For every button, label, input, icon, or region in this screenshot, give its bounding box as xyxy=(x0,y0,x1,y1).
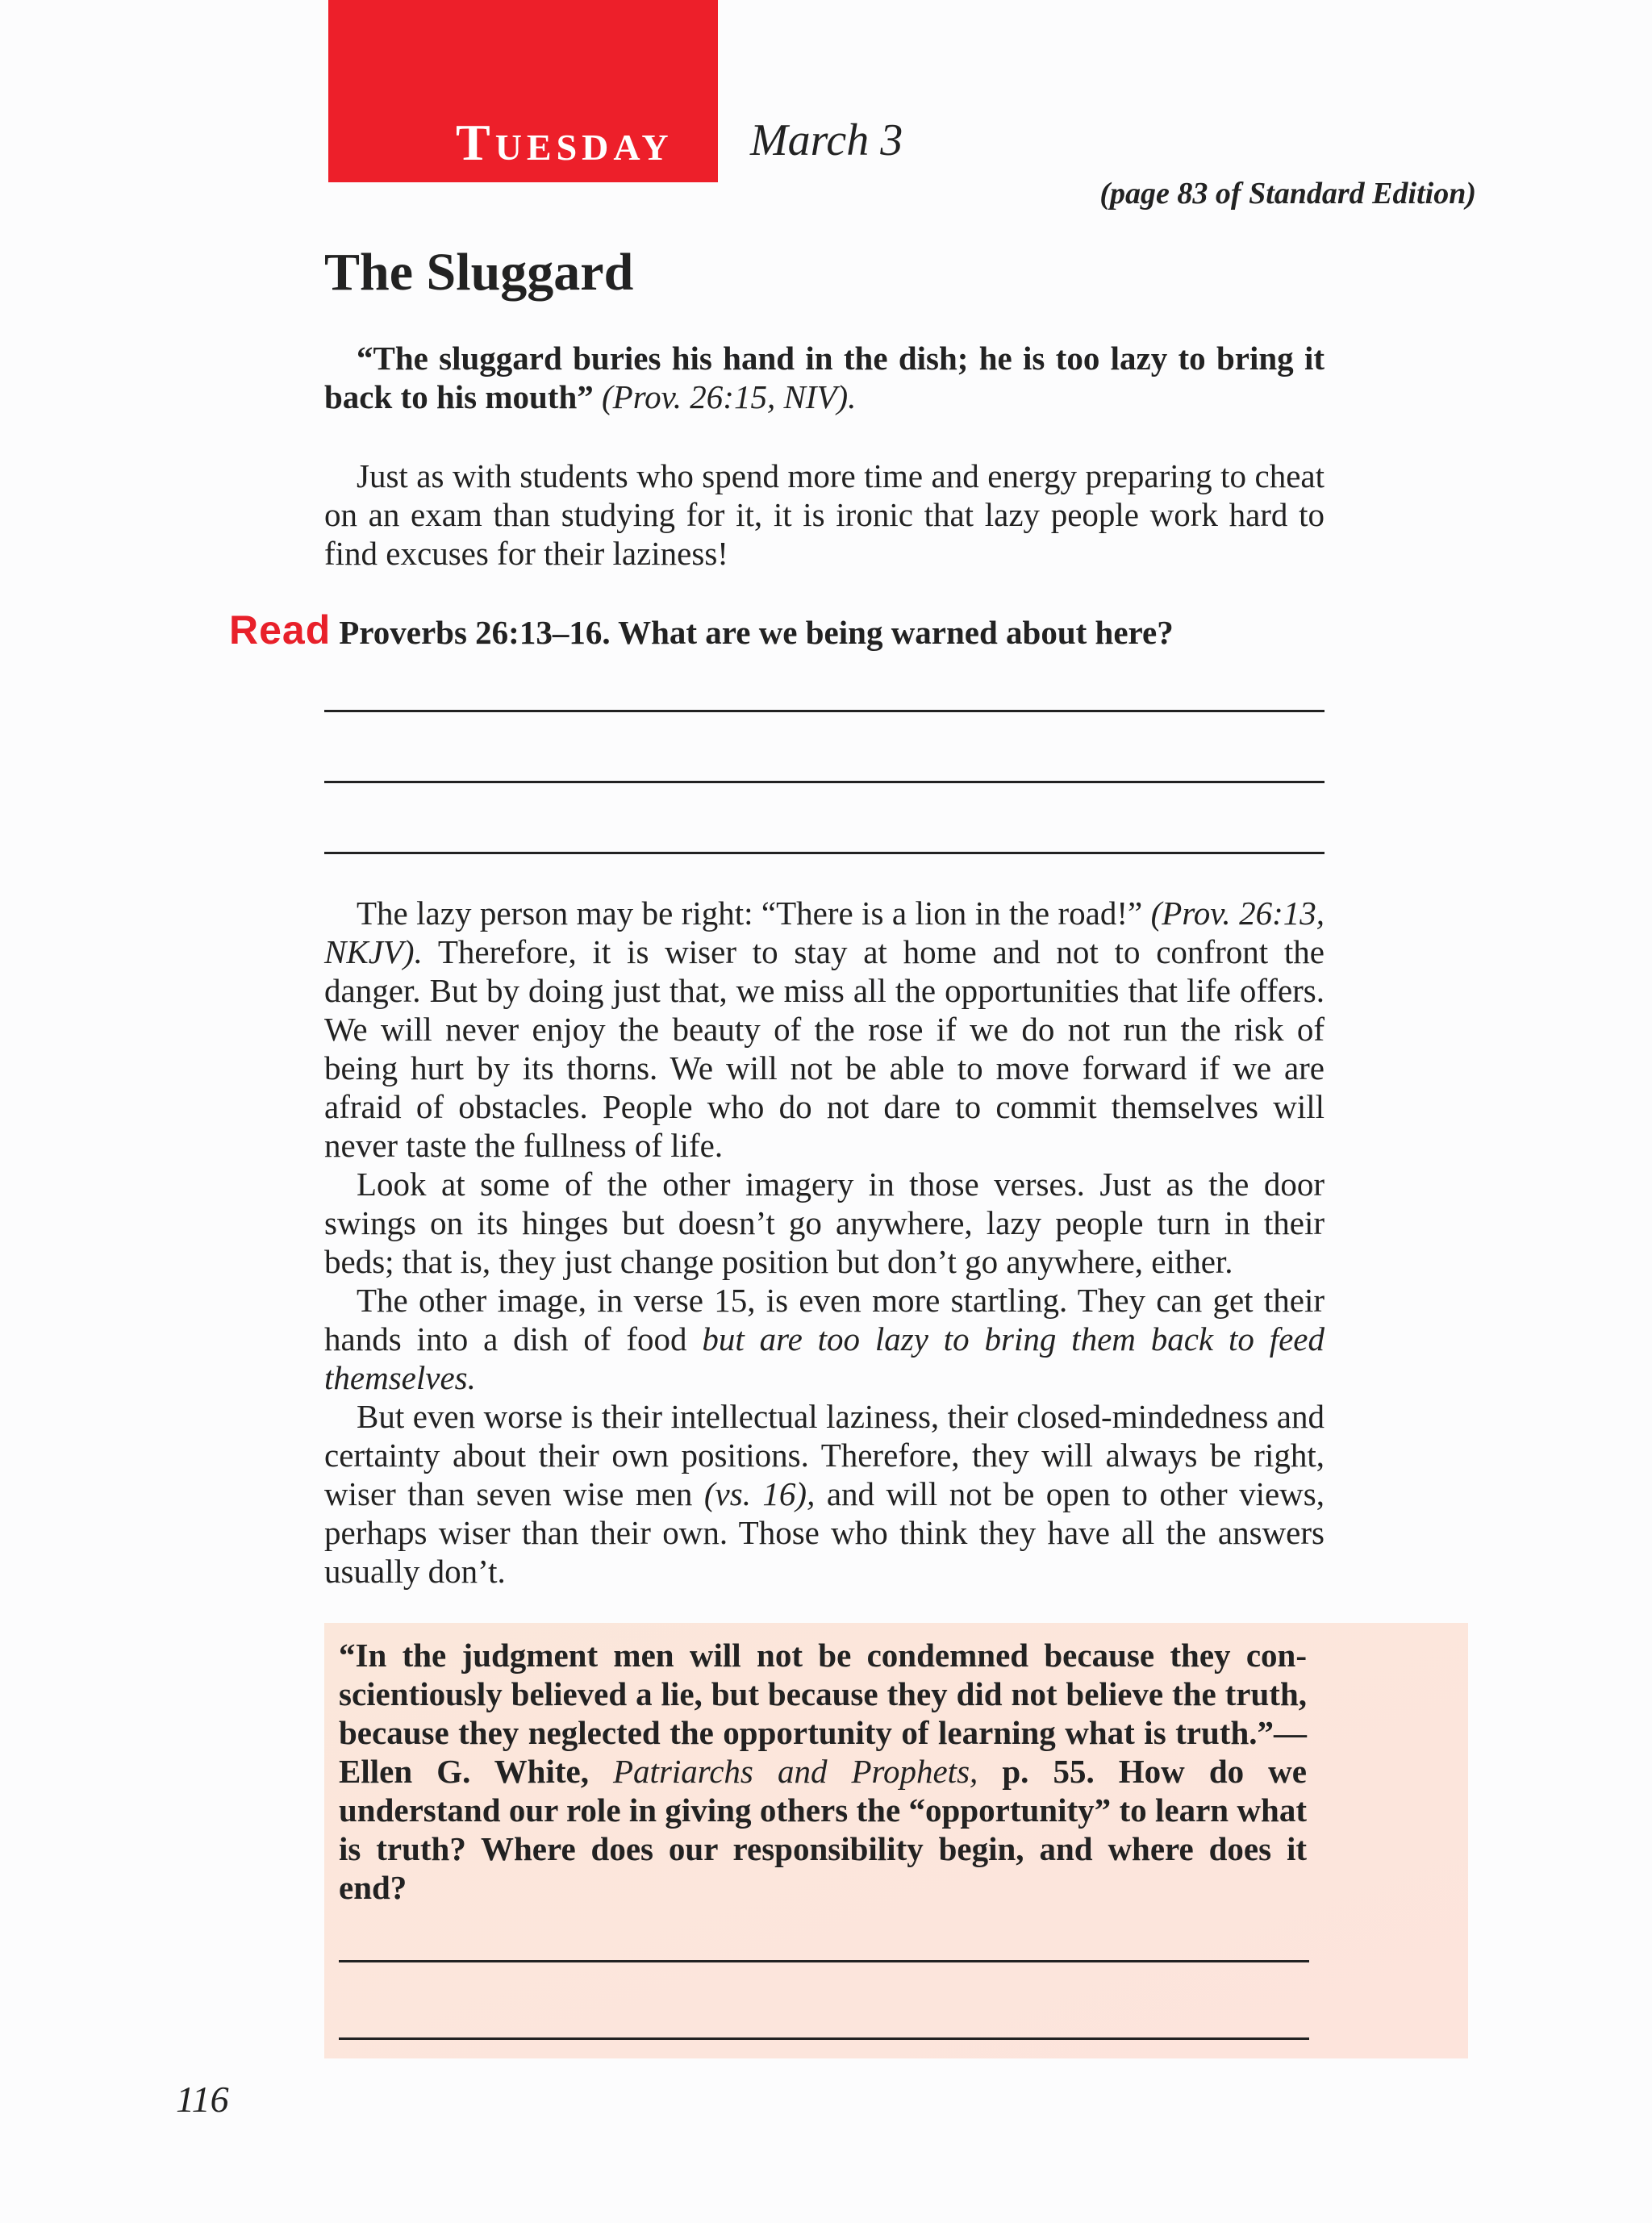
body-paragraph-2: Look at some of the other imagery in those verses. Just as the door swings on its hinges but doesn’t go anywhere, lazy people turn in their beds; that is, they just change position but don’t go anywhere, either. xyxy=(324,1166,1325,1280)
memory-verse-reference: (Prov. 26:15, NIV). xyxy=(602,378,857,415)
lesson-date: March 3 xyxy=(750,115,903,165)
body-p4-reference: (vs. 16), xyxy=(703,1475,816,1512)
discussion-answer-line-1[interactable] xyxy=(339,1960,1309,1962)
day-label xyxy=(456,113,674,173)
answer-line-1[interactable] xyxy=(324,710,1325,712)
lesson-title: The Sluggard xyxy=(324,243,634,302)
lesson-body xyxy=(324,894,1325,1591)
body-paragraph-4 xyxy=(324,1397,1325,1591)
quote-book-title: Patriarchs and Prophets, xyxy=(613,1753,978,1790)
read-question: Proverbs 26:13–16. What are we being warned about here? xyxy=(339,614,1174,651)
read-prompt xyxy=(229,607,1174,653)
memory-verse-text: “The sluggard buries his hand in the dish; he is too lazy to bring it back to his mouth” xyxy=(324,340,1325,415)
quote-text-b: p. 55. How do we understand our role in giving others the “opportunity” to learn what is truth? Where does our responsibility begin, and where does it end? xyxy=(339,1753,1307,1906)
day-label-rest: UESDAY xyxy=(494,127,674,168)
discussion-quote xyxy=(339,1636,1307,1907)
day-label-initial: T xyxy=(456,114,495,171)
body-p1-reference: (Prov. 26:13, NKJV). xyxy=(324,895,1325,970)
read-label: Read xyxy=(229,607,332,653)
edition-note: (page 83 of Standard Edition) xyxy=(1099,177,1476,211)
body-p1-text-b: Therefore, it is wiser to stay at home and not to confront the danger. But by doing just that, we miss all the opportunities that life offers. We will never enjoy the beauty of the rose if we do not run the risk of being hurt by its thorns. We will not be able to move forward if we are afraid of obstacles. People who do not dare to commit themselves will never taste the fullness of life. xyxy=(324,933,1325,1164)
answer-line-2[interactable] xyxy=(324,781,1325,783)
body-paragraph-3 xyxy=(324,1281,1325,1397)
page-number: 116 xyxy=(176,2079,229,2120)
quote-text-a: “In the judgment men will not be condemned because they conscientiously believed a lie, but because they did not believe the truth, because they neglected the opportunity of learning what is truth.”—Ellen G. White, xyxy=(339,1637,1307,1790)
answer-line-3[interactable] xyxy=(324,852,1325,854)
body-p4-text-a: But even worse is their intellectual laziness, their closed-mindedness and certainty about their own positions. Therefore, they will always be right, wiser than seven wise men xyxy=(324,1398,1325,1512)
body-paragraph-1 xyxy=(324,894,1325,1165)
body-p4-text-b: and will not be open to other views, perhaps wiser than their own. Those who think they have all the answers usually don’t. xyxy=(324,1475,1325,1590)
body-p1-text-a: The lazy person may be right: “There is a lion in the road!” xyxy=(357,895,1151,932)
intro-text: Just as with students who spend more time and energy preparing to cheat on an exam than studying for it, it is ironic that lazy people work hard to find excuses for their laziness! xyxy=(324,457,1325,572)
body-p3-italic: but are too lazy to bring them back to feed themselves. xyxy=(324,1320,1325,1396)
body-p3-text-a: The other image, in verse 15, is even more startling. They can get their hands into a dish of food xyxy=(324,1282,1325,1358)
intro-paragraph xyxy=(324,457,1325,573)
discussion-answer-line-2[interactable] xyxy=(339,2037,1309,2040)
memory-verse xyxy=(324,339,1325,416)
